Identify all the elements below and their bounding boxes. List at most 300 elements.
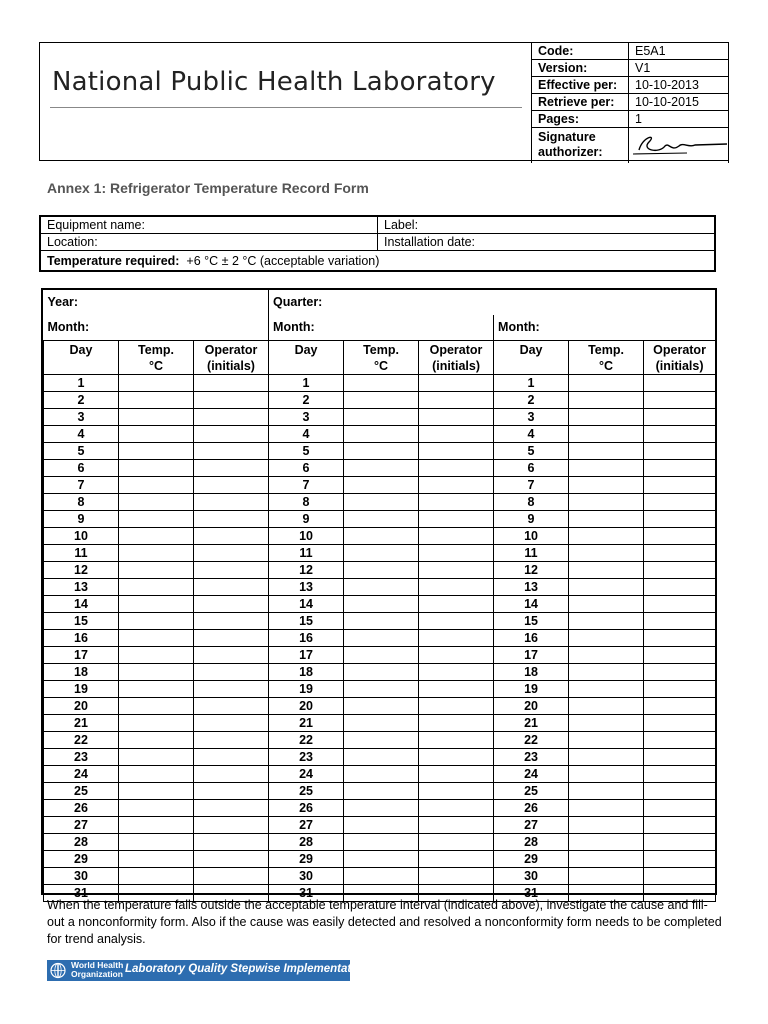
operator-initials-cell[interactable] xyxy=(419,596,494,613)
operator-initials-cell[interactable] xyxy=(644,681,716,698)
temp-header-line1: Temp. xyxy=(588,343,624,357)
temperature-cell[interactable] xyxy=(119,545,194,562)
operator-initials-cell[interactable] xyxy=(419,834,494,851)
temperature-cell[interactable] xyxy=(344,562,419,579)
day-number: 31 xyxy=(269,885,344,902)
operator-initials-cell[interactable] xyxy=(644,545,716,562)
day-number: 8 xyxy=(44,494,119,511)
operator-initials-cell[interactable] xyxy=(194,783,269,800)
temperature-cell[interactable] xyxy=(119,630,194,647)
temperature-cell[interactable] xyxy=(119,528,194,545)
operator-initials-cell[interactable] xyxy=(644,715,716,732)
day-number: 8 xyxy=(494,494,569,511)
temperature-cell[interactable] xyxy=(119,732,194,749)
temperature-cell[interactable] xyxy=(344,409,419,426)
operator-initials-cell[interactable] xyxy=(194,511,269,528)
day-number: 26 xyxy=(269,800,344,817)
meta-row-version xyxy=(532,60,729,77)
day-number: 17 xyxy=(269,647,344,664)
operator-header-line2: (initials) xyxy=(207,359,255,373)
day-number: 2 xyxy=(269,392,344,409)
month-field-3[interactable]: Month: xyxy=(494,315,716,341)
day-number: 18 xyxy=(494,664,569,681)
day-row xyxy=(44,579,716,596)
temperature-cell[interactable] xyxy=(119,443,194,460)
day-number: 25 xyxy=(44,783,119,800)
operator-initials-cell[interactable] xyxy=(194,732,269,749)
operator-initials-cell[interactable] xyxy=(419,426,494,443)
operator-initials-cell[interactable] xyxy=(194,579,269,596)
day-number: 20 xyxy=(44,698,119,715)
document-header xyxy=(39,42,729,161)
temperature-cell[interactable] xyxy=(569,494,644,511)
meta-key: Version: xyxy=(532,60,629,77)
temperature-cell[interactable] xyxy=(569,375,644,392)
operator-initials-cell[interactable] xyxy=(194,460,269,477)
temp-column-header xyxy=(569,341,644,375)
day-row xyxy=(44,766,716,783)
operator-initials-cell[interactable] xyxy=(419,443,494,460)
meta-value: V1 xyxy=(629,60,729,77)
operator-initials-cell[interactable] xyxy=(644,443,716,460)
operator-initials-cell[interactable] xyxy=(194,817,269,834)
temperature-cell[interactable] xyxy=(569,409,644,426)
temperature-cell[interactable] xyxy=(119,800,194,817)
day-number: 13 xyxy=(44,579,119,596)
operator-initials-cell[interactable] xyxy=(644,562,716,579)
temperature-cell[interactable] xyxy=(119,409,194,426)
day-number: 21 xyxy=(269,715,344,732)
equipment-name-field[interactable]: Equipment name: xyxy=(41,217,378,234)
temperature-cell[interactable] xyxy=(119,698,194,715)
day-row xyxy=(44,664,716,681)
day-row xyxy=(44,443,716,460)
day-number: 17 xyxy=(44,647,119,664)
tool-name: Laboratory Quality Stepwise Implementation tool xyxy=(125,963,393,975)
temperature-cell[interactable] xyxy=(569,545,644,562)
operator-initials-cell[interactable] xyxy=(419,783,494,800)
operator-initials-cell[interactable] xyxy=(419,477,494,494)
temperature-cell[interactable] xyxy=(119,613,194,630)
operator-initials-cell[interactable] xyxy=(194,375,269,392)
temperature-cell[interactable] xyxy=(344,596,419,613)
operator-initials-cell[interactable] xyxy=(419,409,494,426)
meta-key: Retrieve per: xyxy=(532,94,629,111)
day-row xyxy=(44,494,716,511)
annex-title: Annex 1: Refrigerator Temperature Record Form xyxy=(47,180,369,196)
temperature-cell[interactable] xyxy=(344,647,419,664)
temperature-cell[interactable] xyxy=(569,698,644,715)
temperature-cell[interactable] xyxy=(569,681,644,698)
operator-initials-cell[interactable] xyxy=(644,596,716,613)
day-number: 2 xyxy=(494,392,569,409)
who-banner xyxy=(47,960,393,981)
operator-initials-cell[interactable] xyxy=(194,528,269,545)
temperature-cell[interactable] xyxy=(119,477,194,494)
operator-initials-cell[interactable] xyxy=(419,375,494,392)
temperature-cell[interactable] xyxy=(344,749,419,766)
day-number: 18 xyxy=(44,664,119,681)
temperature-cell[interactable] xyxy=(344,392,419,409)
operator-initials-cell[interactable] xyxy=(419,460,494,477)
day-number: 27 xyxy=(269,817,344,834)
temperature-cell[interactable] xyxy=(569,443,644,460)
operator-initials-cell[interactable] xyxy=(644,494,716,511)
temp-header-line2: °C xyxy=(148,359,164,373)
temperature-cell[interactable] xyxy=(569,528,644,545)
day-number: 21 xyxy=(44,715,119,732)
day-number: 26 xyxy=(494,800,569,817)
day-number: 28 xyxy=(44,834,119,851)
day-number: 4 xyxy=(494,426,569,443)
operator-initials-cell[interactable] xyxy=(419,647,494,664)
temperature-cell[interactable] xyxy=(569,426,644,443)
day-number: 13 xyxy=(494,579,569,596)
operator-initials-cell[interactable] xyxy=(419,681,494,698)
operator-initials-cell[interactable] xyxy=(194,392,269,409)
day-row xyxy=(44,596,716,613)
meta-value: 10-10-2013 xyxy=(629,77,729,94)
temperature-cell[interactable] xyxy=(569,613,644,630)
operator-initials-cell[interactable] xyxy=(194,630,269,647)
operator-initials-cell[interactable] xyxy=(419,545,494,562)
temperature-cell[interactable] xyxy=(119,579,194,596)
operator-initials-cell[interactable] xyxy=(194,834,269,851)
operator-initials-cell[interactable] xyxy=(194,409,269,426)
operator-initials-cell[interactable] xyxy=(419,698,494,715)
operator-initials-cell[interactable] xyxy=(644,698,716,715)
temperature-cell[interactable] xyxy=(344,426,419,443)
operator-initials-cell[interactable] xyxy=(419,766,494,783)
day-row xyxy=(44,562,716,579)
operator-initials-cell[interactable] xyxy=(194,800,269,817)
day-number: 31 xyxy=(44,885,119,902)
temperature-cell[interactable] xyxy=(569,800,644,817)
day-number: 3 xyxy=(494,409,569,426)
temperature-cell[interactable] xyxy=(569,783,644,800)
temperature-cell[interactable] xyxy=(344,443,419,460)
temperature-cell[interactable] xyxy=(569,732,644,749)
temperature-cell[interactable] xyxy=(344,630,419,647)
day-row xyxy=(44,681,716,698)
temperature-cell[interactable] xyxy=(119,426,194,443)
operator-header-line1: Operator xyxy=(653,343,706,357)
temperature-cell[interactable] xyxy=(569,477,644,494)
temperature-cell[interactable] xyxy=(569,664,644,681)
operator-initials-cell[interactable] xyxy=(644,528,716,545)
operator-initials-cell[interactable] xyxy=(194,681,269,698)
temperature-required-row xyxy=(41,252,714,270)
temperature-cell[interactable] xyxy=(344,477,419,494)
day-row xyxy=(44,392,716,409)
temperature-cell[interactable] xyxy=(344,817,419,834)
day-row xyxy=(44,647,716,664)
temperature-cell[interactable] xyxy=(119,511,194,528)
temperature-cell[interactable] xyxy=(344,766,419,783)
operator-initials-cell[interactable] xyxy=(419,562,494,579)
operator-initials-cell[interactable] xyxy=(194,545,269,562)
operator-initials-cell[interactable] xyxy=(194,613,269,630)
meta-value: 1 xyxy=(629,111,729,128)
operator-initials-cell[interactable] xyxy=(644,511,716,528)
day-number: 29 xyxy=(44,851,119,868)
who-emblem-icon xyxy=(49,962,67,979)
temperature-cell[interactable] xyxy=(344,511,419,528)
signature-key-line1: Signature xyxy=(538,130,596,145)
day-row xyxy=(44,698,716,715)
temp-header-line2: °C xyxy=(599,359,614,373)
operator-initials-cell[interactable] xyxy=(194,698,269,715)
temperature-cell[interactable] xyxy=(344,460,419,477)
day-row xyxy=(44,477,716,494)
operator-initials-cell[interactable] xyxy=(419,851,494,868)
lab-name-title: National Public Health Laboratory xyxy=(52,67,496,97)
day-row xyxy=(44,613,716,630)
operator-initials-cell[interactable] xyxy=(644,817,716,834)
temperature-cell[interactable] xyxy=(119,494,194,511)
temperature-cell[interactable] xyxy=(344,494,419,511)
day-number: 30 xyxy=(44,868,119,885)
operator-initials-cell[interactable] xyxy=(644,426,716,443)
day-number: 23 xyxy=(44,749,119,766)
temperature-cell[interactable] xyxy=(344,732,419,749)
month-row xyxy=(44,315,716,341)
temperature-cell[interactable] xyxy=(119,834,194,851)
operator-initials-cell[interactable] xyxy=(419,528,494,545)
operator-initials-cell[interactable] xyxy=(194,647,269,664)
operator-initials-cell[interactable] xyxy=(644,783,716,800)
operator-initials-cell[interactable] xyxy=(419,800,494,817)
day-number: 15 xyxy=(269,613,344,630)
record-grid xyxy=(43,290,716,902)
temperature-cell[interactable] xyxy=(119,749,194,766)
operator-initials-cell[interactable] xyxy=(419,715,494,732)
temperature-cell[interactable] xyxy=(344,800,419,817)
operator-initials-cell[interactable] xyxy=(644,732,716,749)
temperature-cell[interactable] xyxy=(119,766,194,783)
operator-initials-cell[interactable] xyxy=(194,851,269,868)
temperature-cell[interactable] xyxy=(344,868,419,885)
operator-initials-cell[interactable] xyxy=(419,817,494,834)
temperature-cell[interactable] xyxy=(119,817,194,834)
temperature-cell[interactable] xyxy=(569,834,644,851)
temperature-cell[interactable] xyxy=(344,613,419,630)
nonconformity-note: When the temperature falls outside the acceptable temperature interval (indicated above), investigate the cause and fill-out a nonconformity form. Also if the cause was easily detected and resolved a nonconformity form needs to be completed for trend analysis. xyxy=(47,898,722,946)
operator-initials-cell[interactable] xyxy=(194,868,269,885)
operator-initials-cell[interactable] xyxy=(644,409,716,426)
day-number: 11 xyxy=(269,545,344,562)
operator-initials-cell[interactable] xyxy=(644,630,716,647)
header-title-area xyxy=(40,43,531,160)
temperature-cell[interactable] xyxy=(344,528,419,545)
operator-initials-cell[interactable] xyxy=(194,596,269,613)
location-field[interactable]: Location: xyxy=(41,234,378,251)
operator-initials-cell[interactable] xyxy=(644,766,716,783)
temperature-cell[interactable] xyxy=(344,834,419,851)
day-number: 14 xyxy=(494,596,569,613)
temperature-cell[interactable] xyxy=(569,579,644,596)
day-number: 22 xyxy=(269,732,344,749)
day-number: 6 xyxy=(269,460,344,477)
temperature-cell[interactable] xyxy=(569,715,644,732)
temperature-cell[interactable] xyxy=(569,596,644,613)
temperature-cell[interactable] xyxy=(119,460,194,477)
temperature-cell[interactable] xyxy=(344,681,419,698)
temperature-cell[interactable] xyxy=(344,698,419,715)
temperature-cell[interactable] xyxy=(344,375,419,392)
operator-initials-cell[interactable] xyxy=(194,749,269,766)
temperature-cell[interactable] xyxy=(344,783,419,800)
day-number: 7 xyxy=(44,477,119,494)
day-number: 2 xyxy=(44,392,119,409)
day-number: 13 xyxy=(269,579,344,596)
operator-initials-cell[interactable] xyxy=(194,494,269,511)
operator-initials-cell[interactable] xyxy=(194,562,269,579)
operator-initials-cell[interactable] xyxy=(644,664,716,681)
meta-key: Pages: xyxy=(532,111,629,128)
temperature-cell[interactable] xyxy=(344,579,419,596)
temperature-cell[interactable] xyxy=(119,783,194,800)
installation-date-field[interactable]: Installation date: xyxy=(384,235,476,249)
operator-initials-cell[interactable] xyxy=(644,375,716,392)
temperature-cell[interactable] xyxy=(119,851,194,868)
handwritten-signature-icon xyxy=(629,128,729,162)
temperature-cell[interactable] xyxy=(569,562,644,579)
temperature-cell[interactable] xyxy=(119,596,194,613)
operator-initials-cell[interactable] xyxy=(644,868,716,885)
temperature-cell[interactable] xyxy=(119,868,194,885)
year-quarter-row xyxy=(44,290,716,315)
day-number: 6 xyxy=(494,460,569,477)
column-header-row xyxy=(44,341,716,375)
temperature-cell[interactable] xyxy=(569,851,644,868)
day-number: 16 xyxy=(44,630,119,647)
operator-initials-cell[interactable] xyxy=(419,732,494,749)
temperature-cell[interactable] xyxy=(569,749,644,766)
who-wordmark xyxy=(71,961,123,979)
label-field[interactable]: Label: xyxy=(384,218,419,232)
day-number: 12 xyxy=(494,562,569,579)
operator-initials-cell[interactable] xyxy=(419,392,494,409)
quarter-field[interactable]: Quarter: xyxy=(273,295,323,309)
operator-initials-cell[interactable] xyxy=(419,868,494,885)
meta-row-pages xyxy=(532,111,729,128)
day-row xyxy=(44,460,716,477)
temperature-cell[interactable] xyxy=(119,715,194,732)
temperature-cell[interactable] xyxy=(569,647,644,664)
operator-header-line2: (initials) xyxy=(655,359,704,373)
operator-initials-cell[interactable] xyxy=(644,392,716,409)
temperature-cell[interactable] xyxy=(569,460,644,477)
operator-initials-cell[interactable] xyxy=(644,613,716,630)
signature-value xyxy=(629,128,729,163)
operator-initials-cell[interactable] xyxy=(194,443,269,460)
operator-initials-cell[interactable] xyxy=(419,579,494,596)
temp-header-line2: °C xyxy=(374,359,389,373)
day-number: 16 xyxy=(494,630,569,647)
day-row xyxy=(44,868,716,885)
day-number: 7 xyxy=(269,477,344,494)
temperature-cell[interactable] xyxy=(569,392,644,409)
operator-initials-cell[interactable] xyxy=(644,460,716,477)
temperature-cell[interactable] xyxy=(344,851,419,868)
day-column-header: Day xyxy=(494,341,569,375)
day-number: 24 xyxy=(494,766,569,783)
day-number: 12 xyxy=(269,562,344,579)
meta-value: 10-10-2015 xyxy=(629,94,729,111)
operator-initials-cell[interactable] xyxy=(644,579,716,596)
temperature-cell[interactable] xyxy=(569,511,644,528)
day-number: 5 xyxy=(494,443,569,460)
temperature-cell[interactable] xyxy=(569,766,644,783)
operator-initials-cell[interactable] xyxy=(644,477,716,494)
day-row xyxy=(44,732,716,749)
day-number: 10 xyxy=(44,528,119,545)
temp-header-line1: Temp. xyxy=(138,343,174,357)
operator-initials-cell[interactable] xyxy=(194,664,269,681)
temperature-cell[interactable] xyxy=(344,545,419,562)
operator-initials-cell[interactable] xyxy=(644,800,716,817)
operator-initials-cell[interactable] xyxy=(644,647,716,664)
temperature-cell[interactable] xyxy=(119,681,194,698)
operator-column-header xyxy=(644,341,716,375)
operator-initials-cell[interactable] xyxy=(419,749,494,766)
operator-initials-cell[interactable] xyxy=(194,426,269,443)
title-underline xyxy=(50,107,522,108)
operator-initials-cell[interactable] xyxy=(419,630,494,647)
operator-initials-cell[interactable] xyxy=(419,664,494,681)
temperature-cell[interactable] xyxy=(119,375,194,392)
operator-initials-cell[interactable] xyxy=(419,511,494,528)
day-number: 28 xyxy=(494,834,569,851)
operator-column-header xyxy=(419,341,494,375)
day-number: 25 xyxy=(269,783,344,800)
temperature-cell[interactable] xyxy=(569,630,644,647)
operator-initials-cell[interactable] xyxy=(194,715,269,732)
day-number: 1 xyxy=(269,375,344,392)
month-field-1[interactable]: Month: xyxy=(47,320,90,334)
operator-initials-cell[interactable] xyxy=(194,766,269,783)
operator-initials-cell[interactable] xyxy=(644,834,716,851)
temperature-cell[interactable] xyxy=(119,647,194,664)
operator-initials-cell[interactable] xyxy=(194,477,269,494)
operator-initials-cell[interactable] xyxy=(644,851,716,868)
temperature-cell[interactable] xyxy=(119,562,194,579)
temperature-cell[interactable] xyxy=(344,664,419,681)
document-meta-table xyxy=(531,42,729,163)
day-number: 9 xyxy=(44,511,119,528)
operator-initials-cell[interactable] xyxy=(419,494,494,511)
temperature-cell[interactable] xyxy=(569,817,644,834)
day-row xyxy=(44,375,716,392)
year-field[interactable]: Year: xyxy=(44,290,269,315)
operator-initials-cell[interactable] xyxy=(644,749,716,766)
temperature-cell[interactable] xyxy=(569,868,644,885)
temperature-cell[interactable] xyxy=(119,664,194,681)
day-row xyxy=(44,630,716,647)
temperature-cell[interactable] xyxy=(344,715,419,732)
day-number: 27 xyxy=(44,817,119,834)
day-number: 3 xyxy=(269,409,344,426)
who-name-line2: Organization xyxy=(71,969,123,979)
operator-initials-cell[interactable] xyxy=(419,613,494,630)
day-number: 26 xyxy=(44,800,119,817)
operator-header-line1: Operator xyxy=(204,343,258,357)
temperature-cell[interactable] xyxy=(119,392,194,409)
day-number: 15 xyxy=(494,613,569,630)
day-row xyxy=(44,528,716,545)
month-field-2[interactable]: Month: xyxy=(269,315,494,341)
